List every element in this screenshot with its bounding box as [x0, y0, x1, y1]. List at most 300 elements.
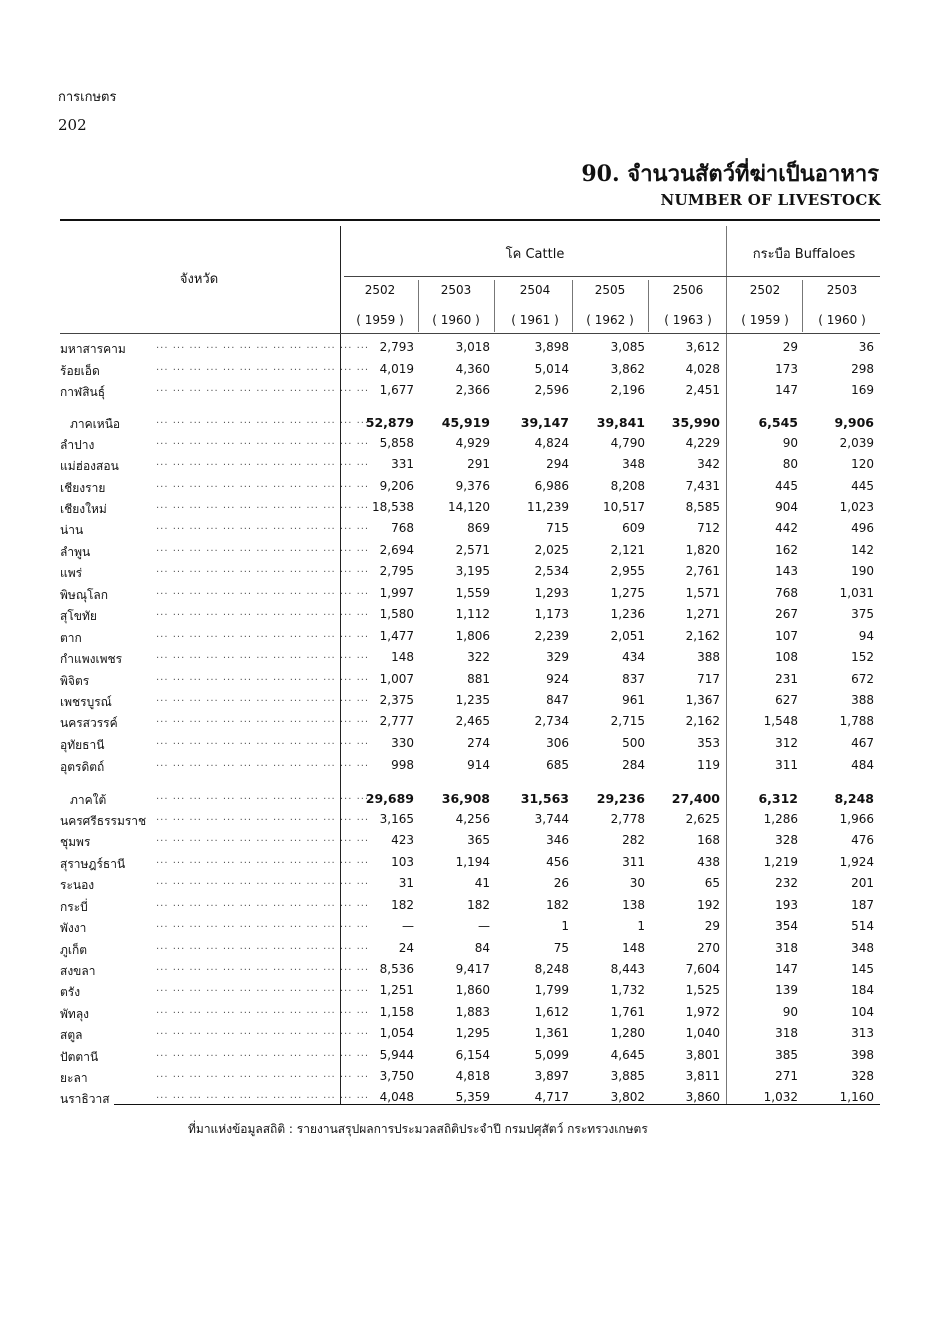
value-cell: 147 — [775, 962, 798, 976]
region-total-row — [60, 413, 880, 434]
table-row — [60, 960, 880, 981]
value-cell: 39,841 — [596, 415, 645, 430]
chapter-title: การเกษตร — [58, 90, 117, 105]
value-cell: 914 — [467, 758, 490, 772]
value-cell: 3,897 — [534, 1069, 569, 1083]
leader-dots: ... ... ... ... ... ... ... ... ... ... ... ... ... — [156, 1026, 370, 1037]
value-cell: 90 — [782, 1005, 798, 1019]
value-cell: 84 — [474, 941, 490, 955]
value-cell: 119 — [697, 758, 720, 772]
province-name: นครสวรรค์ — [60, 716, 122, 730]
value-cell: 5,099 — [534, 1048, 569, 1062]
table-row — [60, 338, 880, 359]
value-cell: 924 — [546, 672, 569, 686]
value-cell: 869 — [467, 521, 490, 535]
leader-dots: ... ... ... ... ... ... ... ... ... ... ... ... ... — [156, 714, 370, 725]
table-row — [60, 691, 880, 712]
value-cell: 1,112 — [455, 607, 490, 621]
value-cell: 311 — [622, 855, 645, 869]
province-name: พัทลุง — [60, 1007, 93, 1021]
value-cell: 148 — [391, 650, 414, 664]
value-cell: 627 — [775, 693, 798, 707]
value-cell: 330 — [391, 736, 414, 750]
value-cell: 4,028 — [685, 362, 720, 376]
value-cell: 768 — [391, 521, 414, 535]
value-cell: 90 — [782, 436, 798, 450]
table-row — [60, 896, 880, 917]
value-cell: 142 — [851, 543, 874, 557]
value-cell: 162 — [775, 543, 798, 557]
value-cell: 2,162 — [685, 714, 720, 728]
buffalo-group-header: กระบือ Buffaloes — [752, 247, 856, 262]
table-row — [60, 455, 880, 476]
value-cell: 52,879 — [365, 415, 414, 430]
year-column-divider — [418, 280, 419, 332]
value-cell: 14,120 — [448, 500, 490, 514]
province-name: ภูเก็ต — [60, 943, 91, 957]
table-row — [60, 734, 880, 755]
value-cell: 1,966 — [839, 812, 874, 826]
value-cell: 282 — [622, 833, 645, 847]
table-row — [60, 498, 880, 519]
value-cell: 1,580 — [379, 607, 414, 621]
province-name-cell — [60, 607, 370, 626]
value-cell: 1,367 — [685, 693, 720, 707]
value-cell: 3,750 — [379, 1069, 414, 1083]
table-row — [60, 434, 880, 455]
value-cell: 712 — [697, 521, 720, 535]
value-cell: 1,732 — [610, 983, 645, 997]
value-cell: 1,761 — [610, 1005, 645, 1019]
column-year-thai: 2505 — [594, 283, 626, 297]
province-name: พิจิตร — [60, 674, 93, 688]
value-cell: 201 — [851, 876, 874, 890]
value-cell: 41 — [474, 876, 490, 890]
province-name: ร้อยเอ็ด — [60, 364, 104, 378]
value-cell: 365 — [467, 833, 490, 847]
value-cell: 1,160 — [839, 1090, 874, 1104]
value-cell: 318 — [775, 941, 798, 955]
value-cell: 1,032 — [763, 1090, 798, 1104]
value-cell: 24 — [398, 941, 414, 955]
value-cell: 294 — [546, 457, 569, 471]
header-bottom-rule — [60, 333, 880, 334]
province-name-cell — [60, 791, 370, 810]
value-cell: 29,689 — [365, 791, 414, 806]
value-cell: 1,031 — [839, 586, 874, 600]
province-name: แม่ฮ่องสอน — [60, 459, 123, 473]
value-cell: 445 — [851, 479, 874, 493]
value-cell: — — [478, 919, 490, 933]
value-cell: 500 — [622, 736, 645, 750]
province-name: ภาคเหนือ — [70, 417, 124, 431]
column-year-thai: 2506 — [672, 283, 704, 297]
value-cell: 8,208 — [610, 479, 645, 493]
leader-dots: ... ... ... ... ... ... ... ... ... ... ... ... ... — [156, 521, 370, 532]
leader-dots: ... ... ... ... ... ... ... ... ... ... ... ... ... — [156, 693, 370, 704]
value-cell: 9,206 — [379, 479, 414, 493]
table-row — [60, 519, 880, 540]
value-cell: 398 — [851, 1048, 874, 1062]
leader-dots: ... ... ... ... ... ... ... ... ... ... ... ... ... — [156, 758, 370, 769]
value-cell: 837 — [622, 672, 645, 686]
province-name-cell — [60, 436, 370, 455]
value-cell: 434 — [622, 650, 645, 664]
value-cell: 30 — [629, 876, 645, 890]
province-name-cell — [60, 758, 370, 777]
column-year-ad: ( 1959 ) — [741, 313, 789, 327]
leader-dots: ... ... ... ... ... ... ... ... ... ... ... ... ... — [156, 415, 370, 426]
value-cell: 318 — [775, 1026, 798, 1040]
value-cell: 1,612 — [534, 1005, 569, 1019]
value-cell: 715 — [546, 521, 569, 535]
province-name: สุโขทัย — [60, 609, 101, 623]
value-cell: 2,465 — [455, 714, 490, 728]
leader-dots: ... ... ... ... ... ... ... ... ... ... ... ... ... — [156, 672, 370, 683]
value-cell: 2,761 — [685, 564, 720, 578]
province-name: กระบี่ — [60, 900, 92, 914]
value-cell: 3,885 — [610, 1069, 645, 1083]
value-cell: 1,275 — [610, 586, 645, 600]
value-cell: 4,645 — [610, 1048, 645, 1062]
value-cell: 4,048 — [379, 1090, 414, 1104]
column-year-thai: 2504 — [519, 283, 551, 297]
value-cell: 3,898 — [534, 340, 569, 354]
value-cell: 8,248 — [534, 962, 569, 976]
table-row — [60, 360, 880, 381]
province-name-cell — [60, 941, 370, 960]
leader-dots: ... ... ... ... ... ... ... ... ... ... ... ... ... — [156, 1069, 370, 1080]
value-cell: 2,734 — [534, 714, 569, 728]
value-cell: 3,802 — [610, 1090, 645, 1104]
value-cell: 169 — [851, 383, 874, 397]
value-cell: 348 — [622, 457, 645, 471]
province-name-cell — [60, 629, 370, 648]
leader-dots: ... ... ... ... ... ... ... ... ... ... ... ... ... — [156, 586, 370, 597]
column-year-thai: 2503 — [826, 283, 858, 297]
value-cell: 36,908 — [441, 791, 490, 806]
province-name-cell — [60, 1048, 370, 1067]
value-cell: 173 — [775, 362, 798, 376]
value-cell: 2,162 — [685, 629, 720, 643]
province-name-cell — [60, 736, 370, 755]
value-cell: 346 — [546, 833, 569, 847]
value-cell: 139 — [775, 983, 798, 997]
value-cell: 3,195 — [455, 564, 490, 578]
value-cell: 2,039 — [839, 436, 874, 450]
value-cell: 5,014 — [534, 362, 569, 376]
value-cell: 1,173 — [534, 607, 569, 621]
leader-dots: ... ... ... ... ... ... ... ... ... ... ... ... ... — [156, 1048, 370, 1059]
value-cell: 3,862 — [610, 362, 645, 376]
province-name-cell — [60, 543, 370, 562]
leader-dots: ... ... ... ... ... ... ... ... ... ... ... ... ... — [156, 962, 370, 973]
leader-dots: ... ... ... ... ... ... ... ... ... ... ... ... ... — [156, 736, 370, 747]
value-cell: 2,715 — [610, 714, 645, 728]
province-name-cell — [60, 457, 370, 476]
table-row — [60, 584, 880, 605]
value-cell: 4,229 — [685, 436, 720, 450]
value-cell: 1,677 — [379, 383, 414, 397]
value-cell: 1,799 — [534, 983, 569, 997]
value-cell: 2,571 — [455, 543, 490, 557]
value-cell: 168 — [697, 833, 720, 847]
value-cell: 1,286 — [763, 812, 798, 826]
province-name-cell — [60, 415, 370, 434]
value-cell: 182 — [467, 898, 490, 912]
value-cell: 2,375 — [379, 693, 414, 707]
leader-dots: ... ... ... ... ... ... ... ... ... ... ... ... ... — [156, 941, 370, 952]
value-cell: 456 — [546, 855, 569, 869]
value-cell: 1,477 — [379, 629, 414, 643]
province-name-cell — [60, 1069, 370, 1088]
table-row — [60, 1024, 880, 1045]
value-cell: 1,280 — [610, 1026, 645, 1040]
leader-dots: ... ... ... ... ... ... ... ... ... ... ... ... ... — [156, 898, 370, 909]
province-name: ระนอง — [60, 878, 98, 892]
value-cell: 29 — [704, 919, 720, 933]
value-cell: 145 — [851, 962, 874, 976]
value-cell: 231 — [775, 672, 798, 686]
value-cell: 4,360 — [455, 362, 490, 376]
value-cell: 1,007 — [379, 672, 414, 686]
leader-dots: ... ... ... ... ... ... ... ... ... ... ... ... ... — [156, 479, 370, 490]
value-cell: 1,571 — [685, 586, 720, 600]
value-cell: 4,790 — [610, 436, 645, 450]
value-cell: 685 — [546, 758, 569, 772]
value-cell: 184 — [851, 983, 874, 997]
year-column-divider — [572, 280, 573, 332]
value-cell: 1,361 — [534, 1026, 569, 1040]
value-cell: 375 — [851, 607, 874, 621]
table-row — [60, 831, 880, 852]
value-cell: 312 — [775, 736, 798, 750]
value-cell: 2,239 — [534, 629, 569, 643]
column-year-ad: ( 1960 ) — [432, 313, 480, 327]
province-name-cell — [60, 1026, 370, 1045]
value-cell: 717 — [697, 672, 720, 686]
province-name-cell — [60, 383, 370, 402]
cattle-group-header: โค Cattle — [505, 247, 565, 262]
table-row — [60, 605, 880, 626]
value-cell: 8,248 — [834, 791, 874, 806]
value-cell: 291 — [467, 457, 490, 471]
province-name: เชียงราย — [60, 481, 109, 495]
value-cell: 9,417 — [455, 962, 490, 976]
leader-dots: ... ... ... ... ... ... ... ... ... ... ... ... ... — [156, 983, 370, 994]
value-cell: 143 — [775, 564, 798, 578]
value-cell: 107 — [775, 629, 798, 643]
value-cell: 2,694 — [379, 543, 414, 557]
table-row — [60, 712, 880, 733]
value-cell: 1,924 — [839, 855, 874, 869]
value-cell: 29,236 — [596, 791, 645, 806]
value-cell: 423 — [391, 833, 414, 847]
table-row — [60, 541, 880, 562]
value-cell: 147 — [775, 383, 798, 397]
province-name-cell — [60, 672, 370, 691]
value-cell: 1 — [561, 919, 569, 933]
table-title-english: NUMBER OF LIVESTOCK — [660, 191, 881, 209]
province-name: กาฬสินธุ์ — [60, 385, 109, 399]
province-name-cell — [60, 1090, 370, 1109]
value-cell: 6,312 — [758, 791, 798, 806]
table-row — [60, 874, 880, 895]
value-cell: 1,235 — [455, 693, 490, 707]
value-cell: 182 — [546, 898, 569, 912]
value-cell: 313 — [851, 1026, 874, 1040]
value-cell: 193 — [775, 898, 798, 912]
value-cell: 10,517 — [603, 500, 645, 514]
province-name-cell — [60, 564, 370, 583]
leader-dots: ... ... ... ... ... ... ... ... ... ... ... ... ... — [156, 457, 370, 468]
value-cell: 1,860 — [455, 983, 490, 997]
province-name-cell — [60, 500, 370, 519]
year-column-divider — [802, 280, 803, 332]
leader-dots: ... ... ... ... ... ... ... ... ... ... ... ... ... — [156, 362, 370, 373]
value-cell: 80 — [782, 457, 798, 471]
province-name-cell — [60, 362, 370, 381]
leader-dots: ... ... ... ... ... ... ... ... ... ... ... ... ... — [156, 1005, 370, 1016]
province-name: ตรัง — [60, 985, 84, 999]
year-column-divider — [648, 280, 649, 332]
value-cell: 45,919 — [441, 415, 490, 430]
province-name: เพชรบูรณ์ — [60, 695, 116, 709]
value-cell: 329 — [546, 650, 569, 664]
province-name: ยะลา — [60, 1071, 92, 1085]
value-cell: 353 — [697, 736, 720, 750]
table-row — [60, 939, 880, 960]
province-name-cell — [60, 812, 370, 831]
value-cell: 385 — [775, 1048, 798, 1062]
group-header-rule — [344, 276, 880, 277]
value-cell: 1,295 — [455, 1026, 490, 1040]
value-cell: 1,293 — [534, 586, 569, 600]
value-cell: 31 — [398, 876, 414, 890]
province-name-cell — [60, 876, 370, 895]
table-row — [60, 1003, 880, 1024]
value-cell: 298 — [851, 362, 874, 376]
table-row — [60, 1067, 880, 1088]
value-cell: 2,777 — [379, 714, 414, 728]
value-cell: 75 — [553, 941, 569, 955]
province-name-cell — [60, 919, 370, 938]
province-name-cell — [60, 855, 370, 874]
province-name: มหาสารคาม — [60, 342, 130, 356]
province-name-cell — [60, 650, 370, 669]
value-cell: 1,525 — [685, 983, 720, 997]
value-cell: 354 — [775, 919, 798, 933]
leader-dots: ... ... ... ... ... ... ... ... ... ... ... ... ... — [156, 340, 370, 351]
value-cell: 306 — [546, 736, 569, 750]
value-cell: 3,744 — [534, 812, 569, 826]
leader-dots: ... ... ... ... ... ... ... ... ... ... ... ... ... — [156, 436, 370, 447]
value-cell: 1,194 — [455, 855, 490, 869]
value-cell: 3,801 — [685, 1048, 720, 1062]
value-cell: 328 — [775, 833, 798, 847]
leader-dots: ... ... ... ... ... ... ... ... ... ... ... ... ... — [156, 855, 370, 866]
value-cell: 2,625 — [685, 812, 720, 826]
value-cell: 232 — [775, 876, 798, 890]
value-cell: 284 — [622, 758, 645, 772]
value-cell: 94 — [858, 629, 874, 643]
value-cell: 31,563 — [520, 791, 569, 806]
province-name-cell — [60, 479, 370, 498]
value-cell: 388 — [851, 693, 874, 707]
value-cell: 322 — [467, 650, 490, 664]
value-cell: 847 — [546, 693, 569, 707]
value-cell: 8,536 — [379, 962, 414, 976]
value-cell: 27,400 — [671, 791, 720, 806]
value-cell: 11,239 — [527, 500, 569, 514]
value-cell: 6,154 — [455, 1048, 490, 1062]
table-row — [60, 853, 880, 874]
value-cell: 4,256 — [455, 812, 490, 826]
province-header: จังหวัด — [179, 272, 219, 287]
value-cell: 484 — [851, 758, 874, 772]
value-cell: 342 — [697, 457, 720, 471]
province-name: ปัตตานี — [60, 1050, 102, 1064]
table-row — [60, 756, 880, 777]
value-cell: 609 — [622, 521, 645, 535]
column-year-ad: ( 1961 ) — [511, 313, 559, 327]
province-name-cell — [60, 521, 370, 540]
value-cell: 152 — [851, 650, 874, 664]
source-note: ที่มาแห่งข้อมูลสถิติ : รายงานสรุปผลการประมวลสถิติประจำปี กรมปศุสัตว์ กระทรวงเกษตร — [188, 1122, 648, 1136]
value-cell: 2,795 — [379, 564, 414, 578]
value-cell: 2,778 — [610, 812, 645, 826]
value-cell: 8,585 — [685, 500, 720, 514]
province-name: เชียงใหม่ — [60, 502, 111, 516]
province-name: กำแพงเพชร — [60, 652, 126, 666]
value-cell: 3,612 — [685, 340, 720, 354]
value-cell: 348 — [851, 941, 874, 955]
value-cell: 1,997 — [379, 586, 414, 600]
province-name: ลำพูน — [60, 545, 94, 559]
column-year-thai: 2503 — [440, 283, 472, 297]
province-name: ตาก — [60, 631, 86, 645]
value-cell: 3,860 — [685, 1090, 720, 1104]
value-cell: 2,366 — [455, 383, 490, 397]
value-cell: 138 — [622, 898, 645, 912]
province-name-cell — [60, 898, 370, 917]
province-name: ภาคใต้ — [70, 793, 110, 807]
value-cell: 9,376 — [455, 479, 490, 493]
value-cell: 271 — [775, 1069, 798, 1083]
value-cell: 2,121 — [610, 543, 645, 557]
leader-dots: ... ... ... ... ... ... ... ... ... ... ... ... ... — [156, 564, 370, 575]
province-name-cell — [60, 833, 370, 852]
province-name: ชุมพร — [60, 835, 94, 849]
leader-dots: ... ... ... ... ... ... ... ... ... ... ... ... ... — [156, 629, 370, 640]
value-cell: 3,165 — [379, 812, 414, 826]
table-row — [60, 917, 880, 938]
value-cell: 270 — [697, 941, 720, 955]
province-name: นครศรีธรรมราช — [60, 814, 150, 828]
province-name-cell — [60, 586, 370, 605]
value-cell: 2,793 — [379, 340, 414, 354]
page-number: 202 — [58, 116, 87, 134]
value-cell: 2,534 — [534, 564, 569, 578]
value-cell: 672 — [851, 672, 874, 686]
table-title-thai: 90. จำนวนสัตว์ที่ฆ่าเป็นอาหาร — [581, 161, 879, 187]
value-cell: 35,990 — [671, 415, 720, 430]
value-cell: 3,811 — [685, 1069, 720, 1083]
column-year-thai: 2502 — [749, 283, 781, 297]
value-cell: 1 — [637, 919, 645, 933]
value-cell: 3,018 — [455, 340, 490, 354]
province-name: พิษณุโลก — [60, 588, 112, 602]
